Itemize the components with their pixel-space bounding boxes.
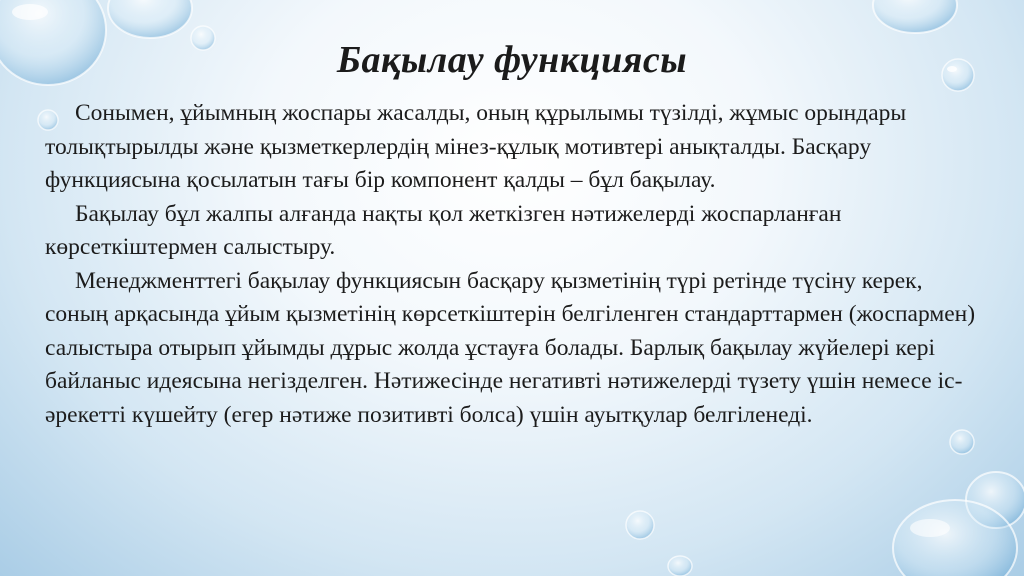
bottom-right-drops (626, 430, 1024, 576)
paragraph-2: Бақылау бұл жалпы алғанда нақты қол жеткізген нәтижелерді жоспарланған көрсеткіштермен салыстыру. (45, 200, 842, 260)
slide-title: Бақылау функциясы (336, 39, 688, 81)
slide-body (45, 97, 980, 432)
paragraph-1: Сонымен, ұйымның жоспары жасалды, оның құрылымы түзілді, жұмыс орындары толықтырылды және қызметкерлердің мінез-құлық мотивтері анықталды. Басқару функциясына қосылатын тағы бір компонент қалды – бұл бақылау. (45, 100, 907, 193)
paragraph-3: Менеджменттегі бақылау функциясын басқару қызметінің түрі ретінде түсіну керек, соның арқасында ұйым қызметінің көрсеткіштерін белгіленген стандарттармен (жоспармен) салыстыра отырып ұйымды дұрыс жолда ұстауға болады. Барлық бақылау жүйелері кері байланыс идеясына негізделген. Нәтижесінде негативті нәтижелерді түзету үшін немесе іс-әрекетті күшейту (егер нәтиже позитивті болса) үшін ауытқулар белгіленеді. (45, 267, 976, 428)
